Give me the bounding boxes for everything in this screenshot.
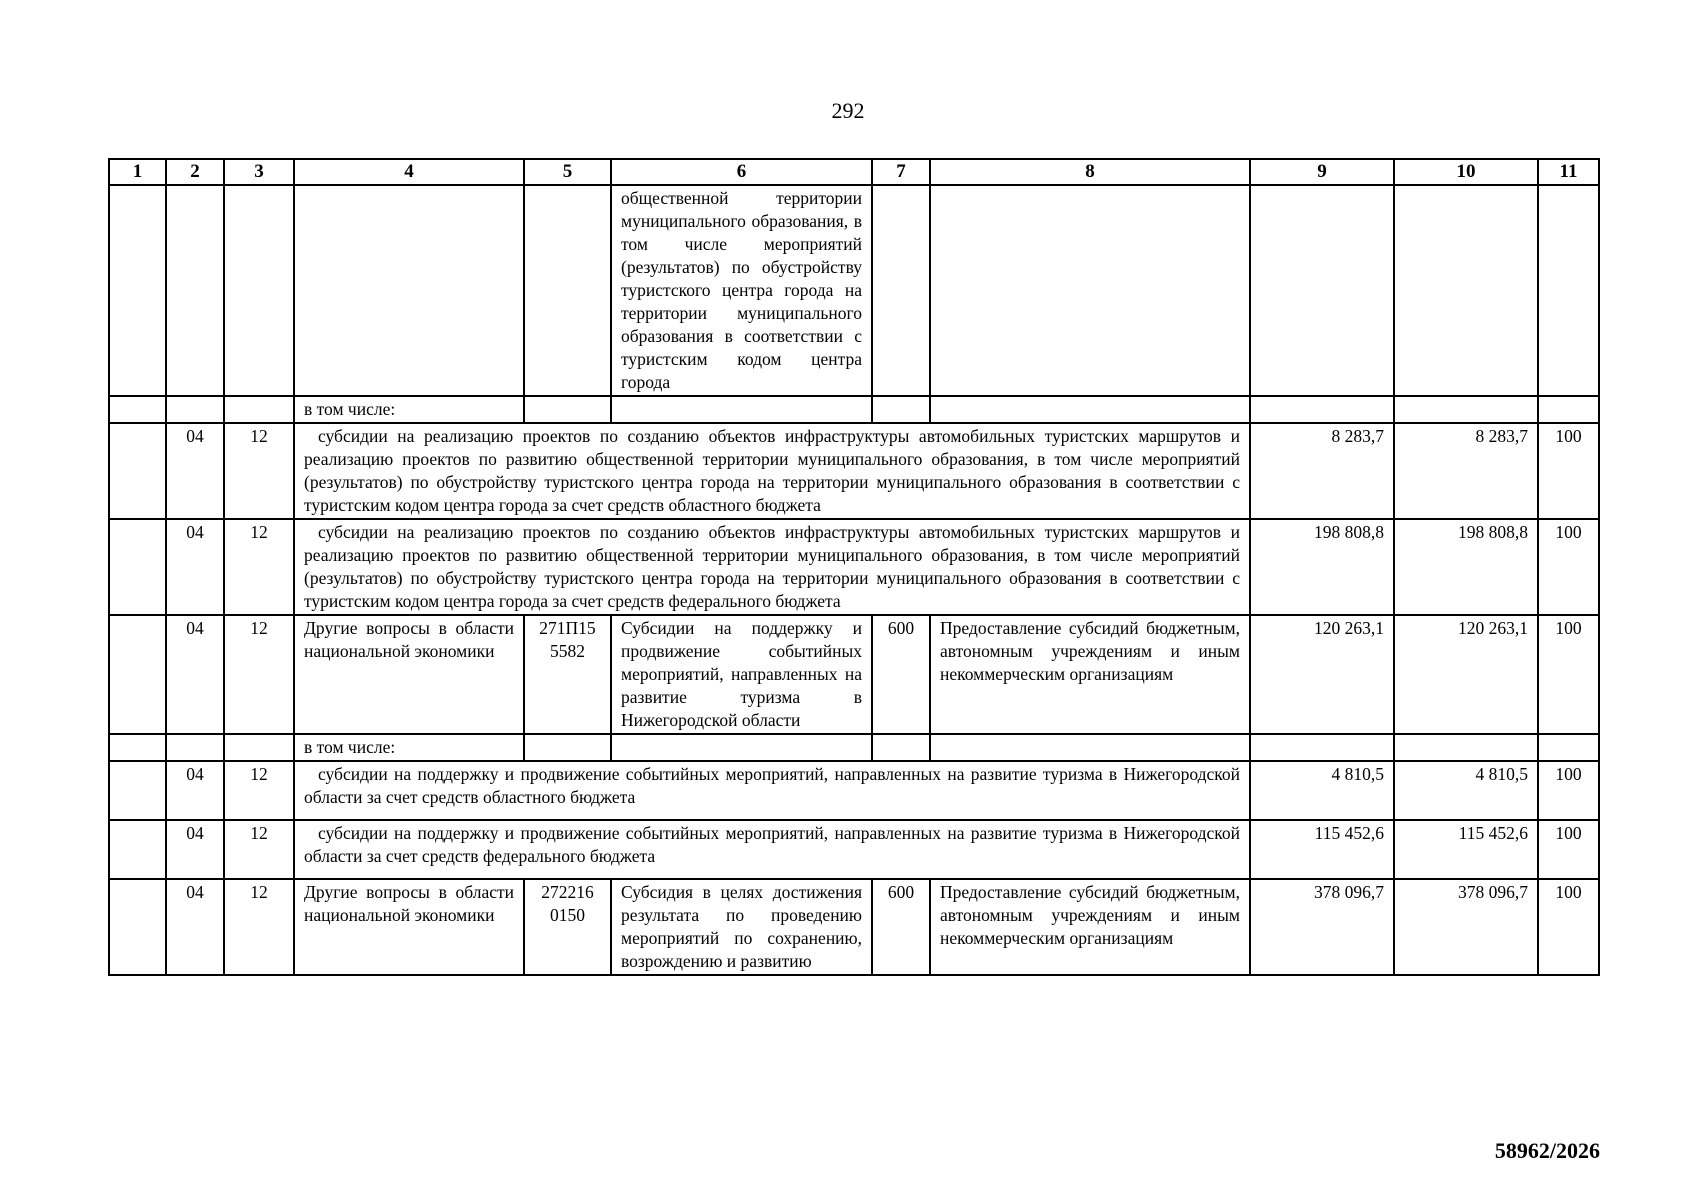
- table-cell: [872, 734, 930, 761]
- expense-type-name: Предоставление субсидий бюджетным, автономным учреждениям и иным некоммерческим организациям: [930, 615, 1250, 734]
- subsection-code: 12: [224, 615, 294, 734]
- table-cell: [930, 396, 1250, 423]
- table-cell: [109, 820, 166, 879]
- column-header: 7: [872, 159, 930, 185]
- budget-table: [108, 158, 1600, 976]
- amount-executed: 4 810,5: [1394, 761, 1538, 820]
- table-row: [109, 185, 1599, 396]
- table-cell: [930, 185, 1250, 396]
- table-cell: [109, 423, 166, 519]
- table-row: [109, 761, 1599, 820]
- amount-planned: 4 810,5: [1250, 761, 1394, 820]
- table-cell: [166, 396, 224, 423]
- amount-planned: 120 263,1: [1250, 615, 1394, 734]
- target-article-name: Субсидии на поддержку и продвижение событийных мероприятий, направленных на развитие туризма в Нижегородской области: [611, 615, 872, 734]
- column-header: 2: [166, 159, 224, 185]
- amount-executed: 115 452,6: [1394, 820, 1538, 879]
- table-row: [109, 519, 1599, 615]
- including-label: в том числе:: [294, 734, 524, 761]
- subsection-code: 12: [224, 879, 294, 975]
- table-cell: [611, 396, 872, 423]
- table-row: [109, 879, 1599, 975]
- table-row: [109, 820, 1599, 879]
- percent-executed: 100: [1538, 761, 1599, 820]
- percent-executed: 100: [1538, 519, 1599, 615]
- table-cell: [166, 185, 224, 396]
- section-name: Другие вопросы в области национальной экономики: [294, 615, 524, 734]
- section-code: 04: [166, 519, 224, 615]
- column-header: 11: [1538, 159, 1599, 185]
- table-cell-description: общественной территории муниципального образования, в том числе мероприятий (результатов) по обустройству туристского центра города на территории муниципального образования в соответствии с туристским кодом центра города: [611, 185, 872, 396]
- amount-planned: 378 096,7: [1250, 879, 1394, 975]
- amount-executed: 120 263,1: [1394, 615, 1538, 734]
- section-code: 04: [166, 615, 224, 734]
- percent-executed: 100: [1538, 879, 1599, 975]
- table-cell: [109, 519, 166, 615]
- document-id: 58962/2026: [1494, 1138, 1600, 1163]
- table-cell: [224, 396, 294, 423]
- table-cell: [524, 185, 611, 396]
- table-cell: [109, 185, 166, 396]
- section-code: 04: [166, 423, 224, 519]
- table-cell: [872, 185, 930, 396]
- target-article-code: 272216 0150: [524, 879, 611, 975]
- column-header: 9: [1250, 159, 1394, 185]
- amount-executed: 378 096,7: [1394, 879, 1538, 975]
- amount-executed: 198 808,8: [1394, 519, 1538, 615]
- column-header: 6: [611, 159, 872, 185]
- table-cell: [1250, 396, 1394, 423]
- column-header: 5: [524, 159, 611, 185]
- table-cell: [1250, 734, 1394, 761]
- table-row: [109, 423, 1599, 519]
- column-header: 3: [224, 159, 294, 185]
- table-row: [109, 396, 1599, 423]
- table-cell: [611, 734, 872, 761]
- table-cell: [872, 396, 930, 423]
- table-cell: [109, 734, 166, 761]
- merged-description: субсидии на поддержку и продвижение событийных мероприятий, направленных на развитие туризма в Нижегородской области за счет средств федерального бюджета: [294, 820, 1250, 879]
- table-cell: [524, 396, 611, 423]
- table-cell: [294, 185, 524, 396]
- table-cell: [109, 615, 166, 734]
- amount-planned: 115 452,6: [1250, 820, 1394, 879]
- percent-executed: 100: [1538, 615, 1599, 734]
- table-cell: [1394, 396, 1538, 423]
- table-cell: [524, 734, 611, 761]
- table-cell: [1250, 185, 1394, 396]
- table-cell: [930, 734, 1250, 761]
- table-cell: [1538, 396, 1599, 423]
- amount-planned: 198 808,8: [1250, 519, 1394, 615]
- table-cell: [109, 761, 166, 820]
- table-cell: [224, 734, 294, 761]
- section-code: 04: [166, 761, 224, 820]
- percent-executed: 100: [1538, 820, 1599, 879]
- section-name: Другие вопросы в области национальной экономики: [294, 879, 524, 975]
- table-cell: [109, 396, 166, 423]
- amount-executed: 8 283,7: [1394, 423, 1538, 519]
- column-header: 10: [1394, 159, 1538, 185]
- amount-planned: 8 283,7: [1250, 423, 1394, 519]
- table-cell: [1538, 734, 1599, 761]
- expense-type-code: 600: [872, 615, 930, 734]
- table-row: [109, 615, 1599, 734]
- table-cell: [224, 185, 294, 396]
- column-header: 4: [294, 159, 524, 185]
- target-article-name: Субсидия в целях достижения результата по проведению мероприятий по сохранению, возрождению и развитию: [611, 879, 872, 975]
- table-cell: [166, 734, 224, 761]
- merged-description: субсидии на реализацию проектов по созданию объектов инфраструктуры автомобильных туристских маршрутов и реализацию проектов по развитию общественной территории муниципального образования, в том числе мероприятий (результатов) по обустройству туристского центра города на территории муниципального образования в соответствии с туристским кодом центра города за счет средств областного бюджета: [294, 423, 1250, 519]
- section-code: 04: [166, 879, 224, 975]
- page-number: 292: [831, 98, 865, 123]
- table-cell: [1394, 734, 1538, 761]
- subsection-code: 12: [224, 519, 294, 615]
- expense-type-code: 600: [872, 879, 930, 975]
- table-cell: [109, 879, 166, 975]
- subsection-code: 12: [224, 423, 294, 519]
- column-header: 8: [930, 159, 1250, 185]
- column-header: 1: [109, 159, 166, 185]
- target-article-code: 271П15 5582: [524, 615, 611, 734]
- table-cell: [1394, 185, 1538, 396]
- subsection-code: 12: [224, 820, 294, 879]
- section-code: 04: [166, 820, 224, 879]
- expense-type-name: Предоставление субсидий бюджетным, автономным учреждениям и иным некоммерческим организациям: [930, 879, 1250, 975]
- subsection-code: 12: [224, 761, 294, 820]
- merged-description: субсидии на поддержку и продвижение событийных мероприятий, направленных на развитие туризма в Нижегородской области за счет средств областного бюджета: [294, 761, 1250, 820]
- including-label: в том числе:: [294, 396, 524, 423]
- table-header-row: [109, 159, 1599, 185]
- table-cell: [1538, 185, 1599, 396]
- table-row: [109, 734, 1599, 761]
- merged-description: субсидии на реализацию проектов по созданию объектов инфраструктуры автомобильных туристских маршрутов и реализацию проектов по развитию общественной территории муниципального образования, в том числе мероприятий (результатов) по обустройству туристского центра города на территории муниципального образования в соответствии с туристским кодом центра города за счет средств федерального бюджета: [294, 519, 1250, 615]
- percent-executed: 100: [1538, 423, 1599, 519]
